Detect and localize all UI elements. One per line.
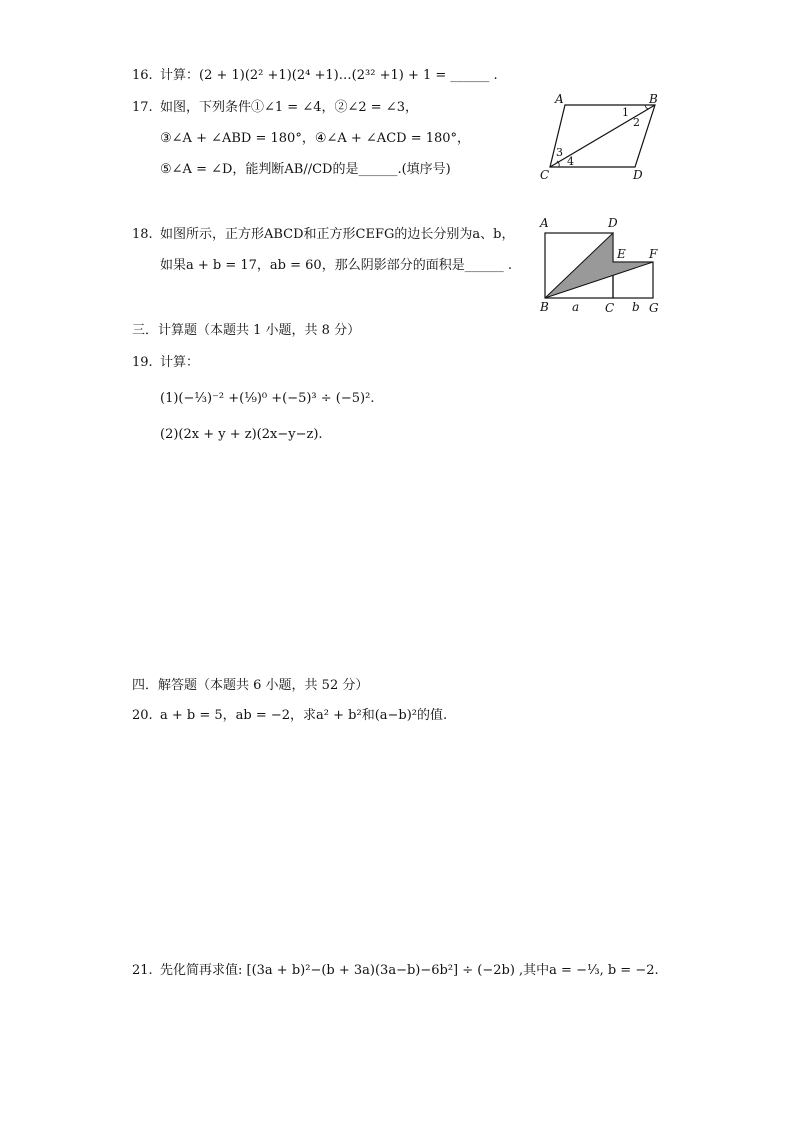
q18-figure [535, 213, 665, 318]
q16-number: 16. [132, 68, 153, 83]
q21-text: 先化简再求值: [(3a + b)²−(b + 3a)(3a−b)−6b²] ÷ (−2b) ,其中a = −⅓, b = −2. [160, 963, 659, 978]
q17-label-B: B [649, 92, 658, 106]
q17-line1: 如图，下列条件①∠1 = ∠4，②∠2 = ∠3， [160, 100, 418, 115]
q20-text: a + b = 5，ab = −2，求a² + b²和(a−b)²的值. [160, 708, 448, 723]
q19-part1: (1)(−⅓)⁻² +(⅑)⁰ +(−5)³ ÷ (−5)². [160, 391, 375, 406]
q19-number: 19. [132, 355, 153, 370]
q16-text: 计算：(2 + 1)(2² +1)(2⁴ +1)…(2³² +1) + 1 = ______ . [160, 68, 498, 83]
q17-line3: ⑤∠A = ∠D，能判断AB//CD的是______.(填序号) [160, 162, 451, 177]
q17-label-C: C [540, 168, 550, 182]
q18-label-E: E [617, 247, 626, 261]
q17-number: 17. [132, 100, 153, 115]
section3-title: 三．计算题（本题共 1 小题，共 8 分） [132, 323, 361, 338]
q21-number: 21. [132, 963, 153, 978]
q18-label-b: b [632, 300, 640, 314]
section4-title: 四．解答题（本题共 6 小题，共 52 分） [132, 678, 369, 693]
q17-label-D: D [633, 168, 643, 182]
q18-label-F: F [649, 247, 658, 261]
q17-label-A: A [555, 92, 564, 106]
q17-line2: ③∠A + ∠ABD = 180°，④∠A + ∠ACD = 180°， [160, 131, 471, 146]
q18-label-a: a [572, 300, 580, 314]
q17-angle-2: 2 [633, 116, 640, 129]
q19-part2: (2)(2x + y + z)(2x−y−z). [160, 427, 323, 442]
q17-angle-1: 1 [622, 106, 629, 119]
q18-label-D: D [608, 216, 618, 230]
q18-label-C: C [605, 301, 615, 315]
q18-label-G: G [649, 301, 659, 315]
q20-number: 20. [132, 708, 153, 723]
q17-angle-3: 3 [556, 146, 563, 159]
q19-title: 计算： [160, 355, 200, 370]
q18-line1: 如图所示，正方形ABCD和正方形CEFG的边长分别为a、b， [160, 227, 515, 242]
q17-figure [535, 90, 670, 185]
q18-label-B: B [540, 300, 549, 314]
q18-label-A: A [540, 216, 549, 230]
q18-line2: 如果a + b = 17，ab = 60，那么阴影部分的面积是______ . [160, 258, 512, 273]
q17-angle-4: 4 [567, 155, 574, 168]
q18-number: 18. [132, 227, 153, 242]
